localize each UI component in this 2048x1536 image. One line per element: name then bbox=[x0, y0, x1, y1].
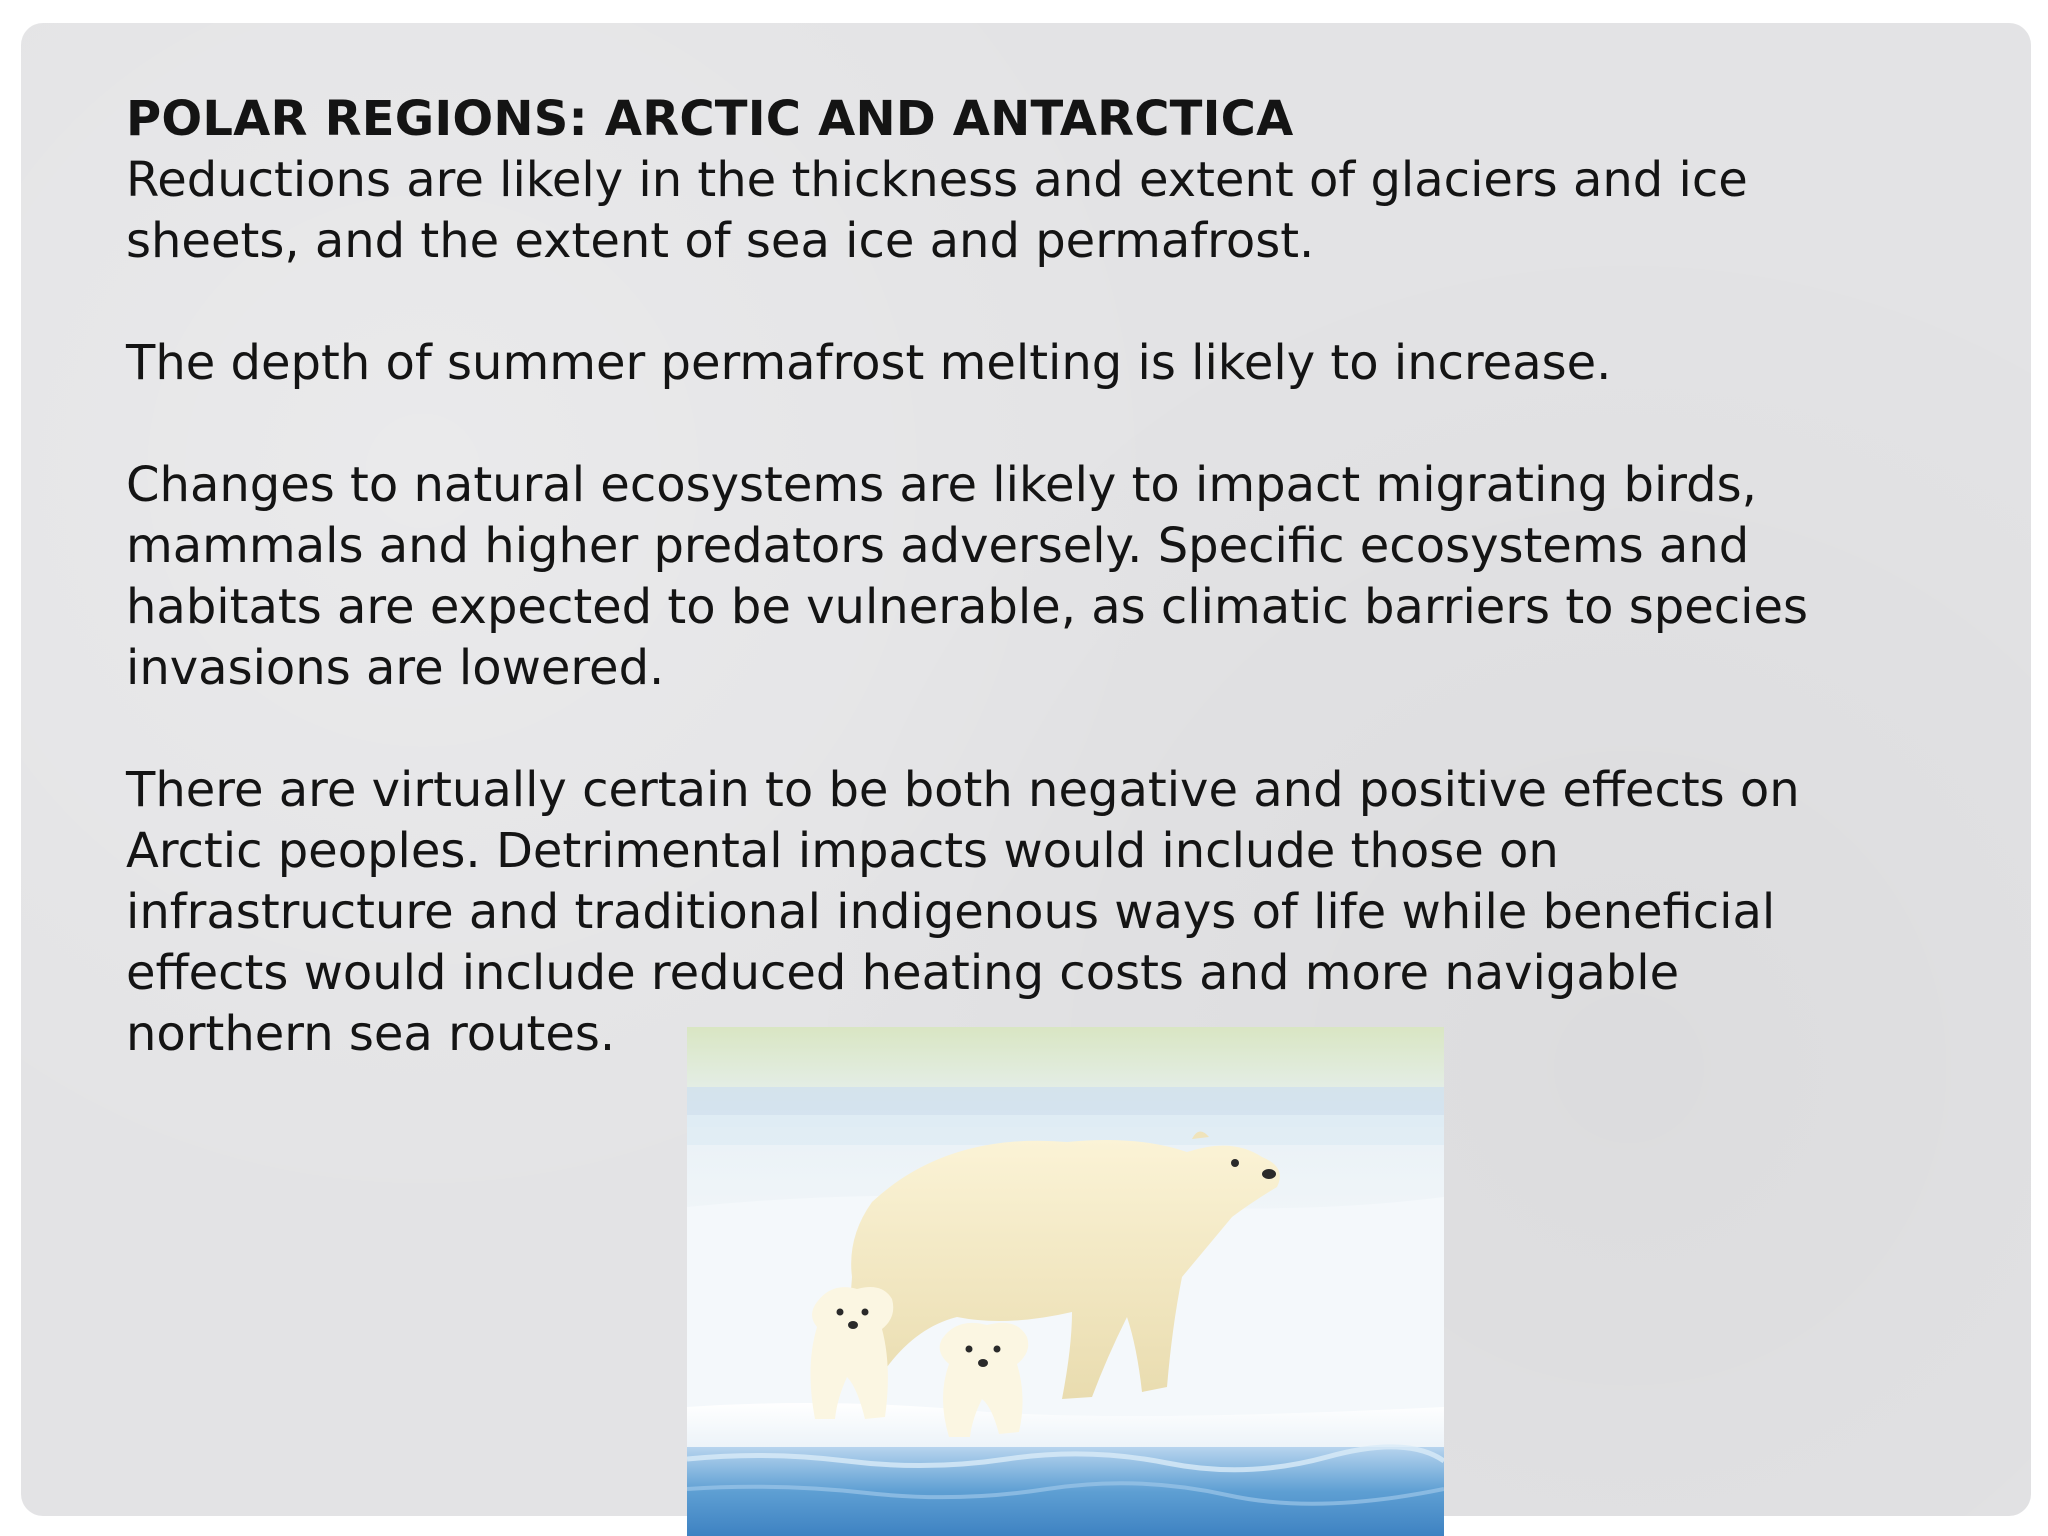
slide-title: POLAR REGIONS: ARCTIC AND ANTARCTICA bbox=[126, 91, 1294, 147]
slide-content bbox=[126, 88, 1926, 1065]
paragraph-arctic-peoples: There are virtually certain to be both negative and positive effects on Arctic peoples. Detrimental impacts would include those on infrastructure and traditional indigenous ways of life while beneficial effects would include reduced heating costs and more navigable northern sea routes. bbox=[126, 762, 1800, 1062]
paragraph-permafrost-melting: The depth of summer permafrost melting is likely to increase. bbox=[126, 335, 1612, 391]
polar-bear-photo bbox=[687, 1027, 1444, 1536]
paragraph-ice-reduction: Reductions are likely in the thickness and extent of glaciers and ice sheets, and the extent of sea ice and permafrost. bbox=[126, 152, 1748, 269]
paragraph-ecosystems: Changes to natural ecosystems are likely to impact migrating birds, mammals and higher predators adversely. Specific ecosystems and habitats are expected to be vulnerable, as climatic barriers to species invasions are lowered. bbox=[126, 457, 1809, 696]
